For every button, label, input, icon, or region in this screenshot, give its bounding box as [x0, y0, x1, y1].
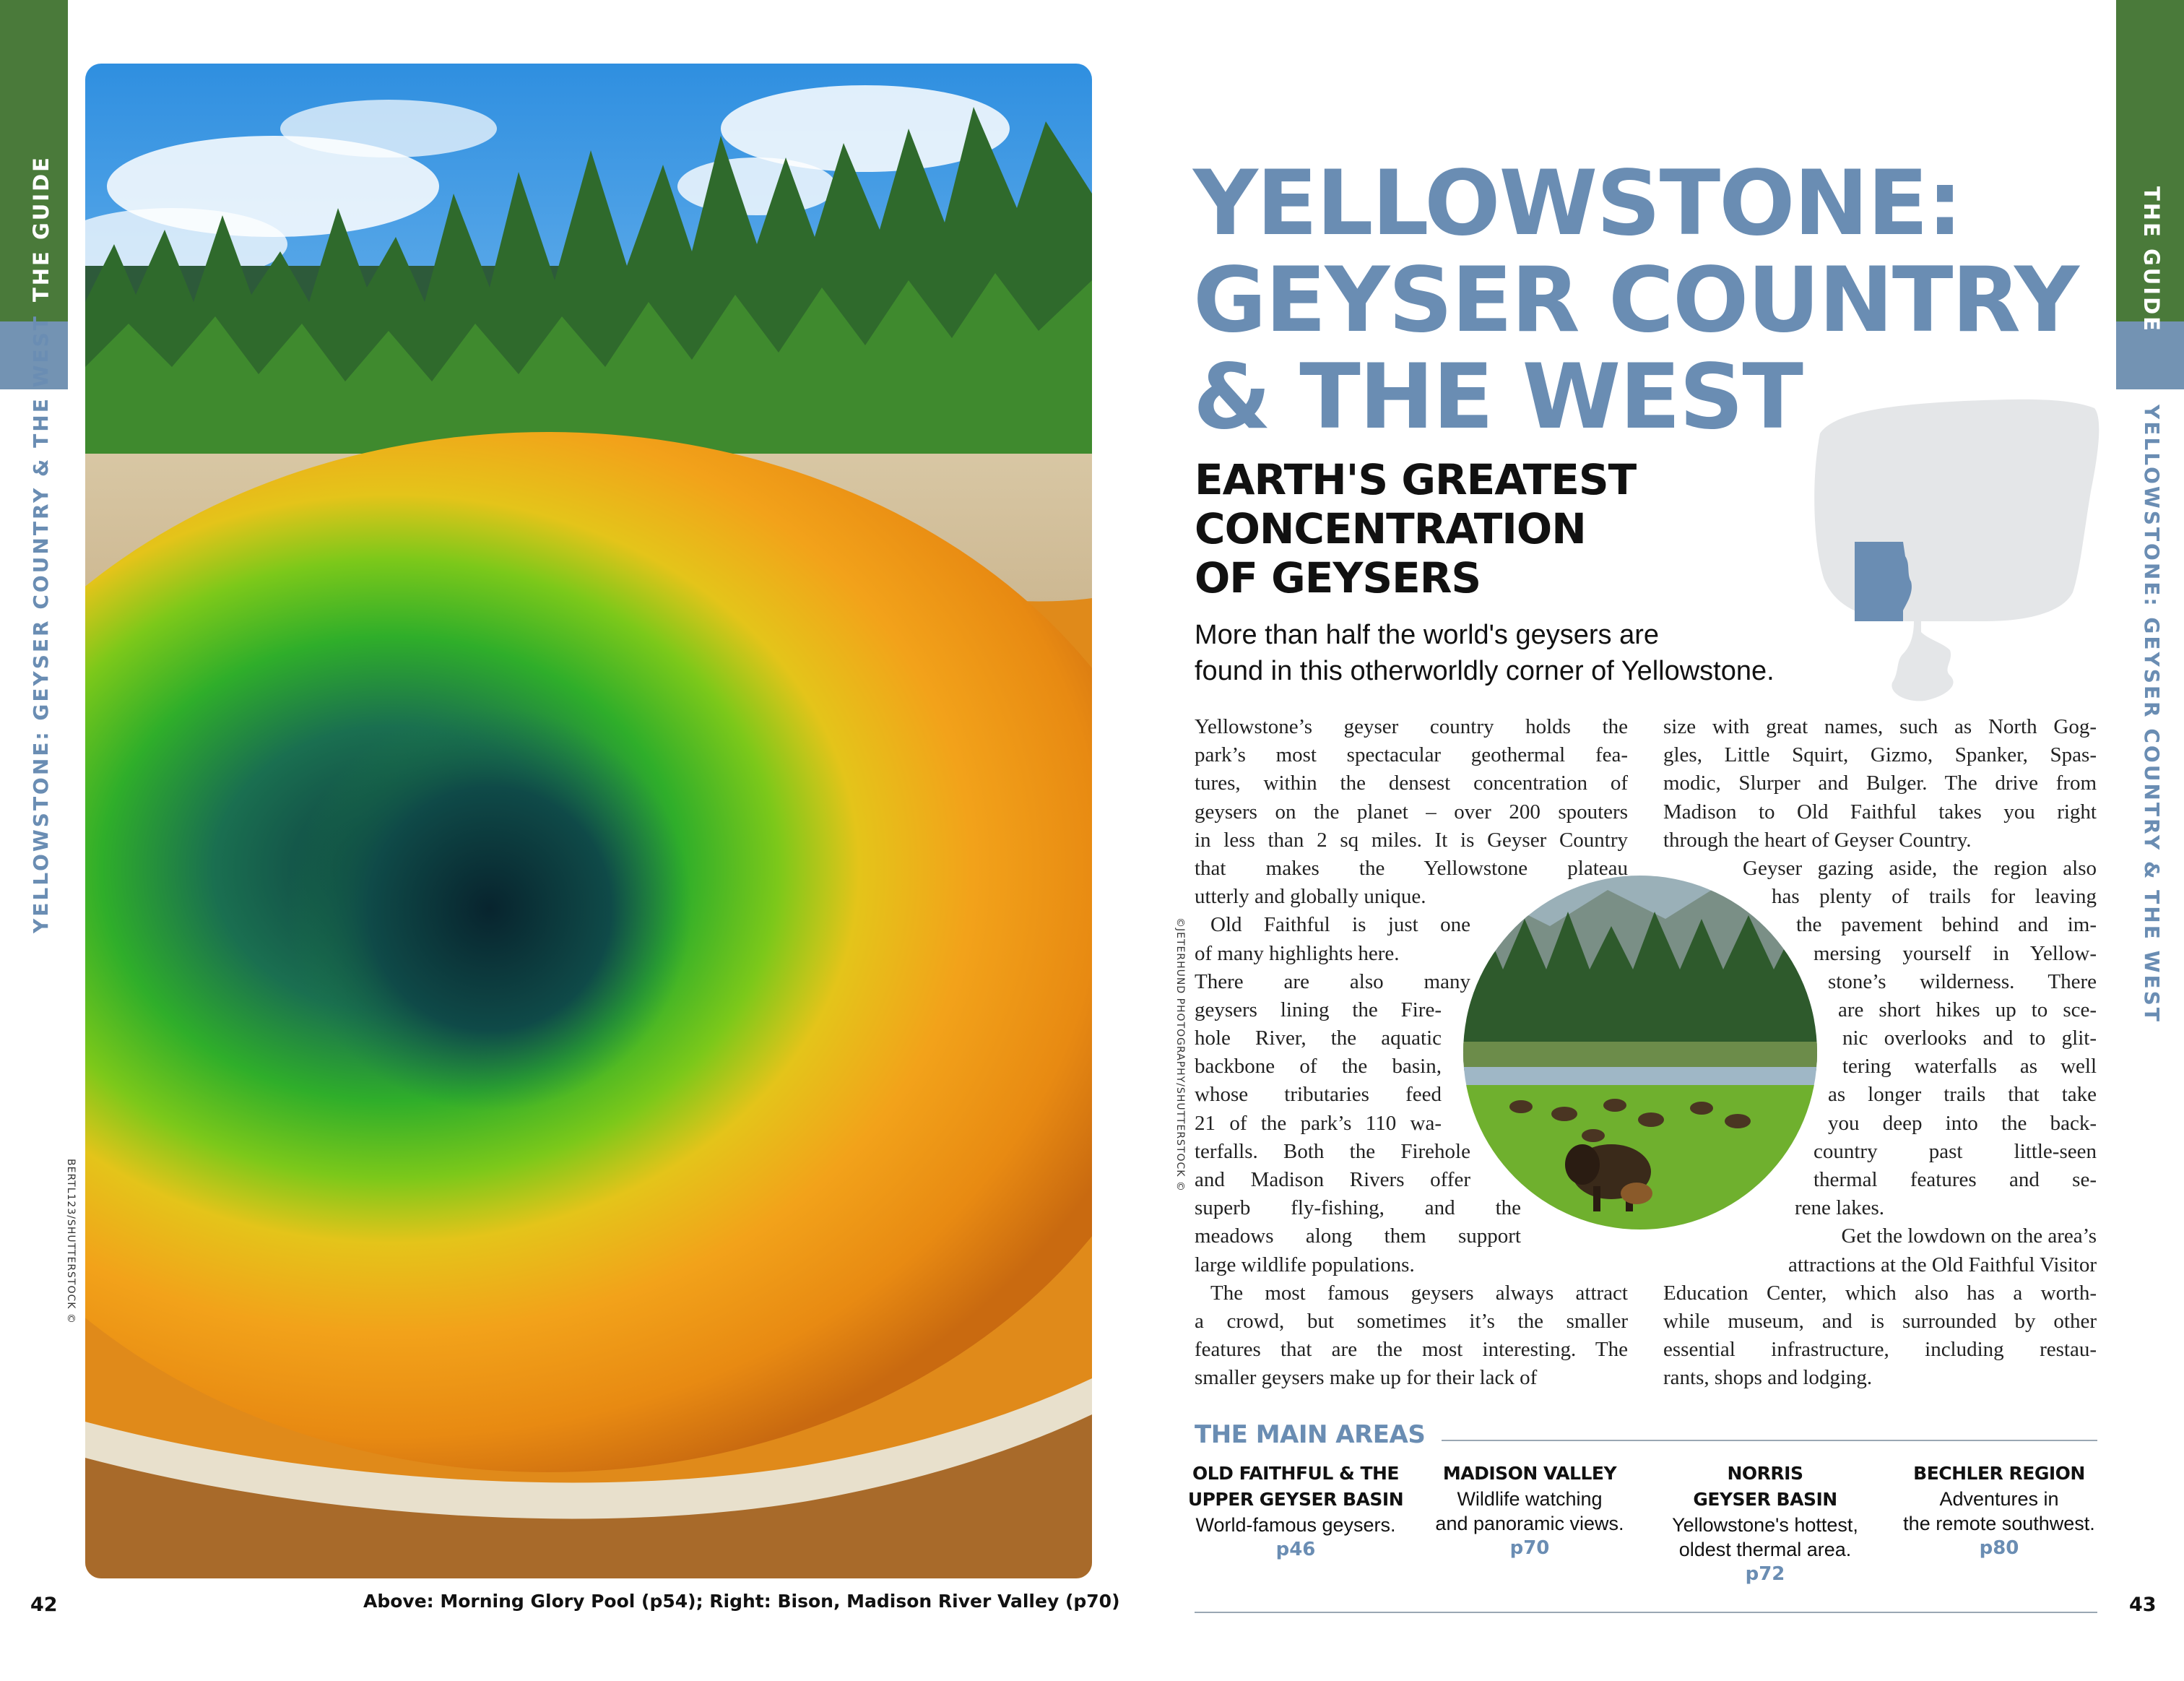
left-section-label: YELLOWSTONE: GEYSER COUNTRY & THE WEST [29, 314, 53, 933]
body-text-line: as longer trails that take [1828, 1083, 2097, 1107]
area-desc: Adventures in [1939, 1488, 2059, 1510]
standfirst-line: found in this otherworldly corner of Yellowstone. [1195, 656, 1774, 686]
body-text-line: size with great names, such as North Gog- [1663, 715, 2097, 738]
body-text-line: park’s most spectacular geothermal fea- [1195, 743, 1628, 767]
area-bechler [1891, 1461, 2107, 1560]
title-line: & THE WEST [1193, 345, 1802, 449]
body-text-line: Education Center, which also has a worth- [1663, 1281, 2097, 1305]
area-name: BECHLER REGION [1913, 1463, 2085, 1484]
body-text-line: nic overlooks and to glit- [1842, 1027, 2097, 1050]
body-text-line: backbone of the basin, [1195, 1055, 1442, 1079]
body-text-line: in less than 2 sq miles. It is Geyser Country [1195, 828, 1628, 852]
body-text-line: utterly and globally unique. [1195, 885, 1426, 909]
standfirst-line: More than half the world's geysers are [1195, 620, 1660, 650]
area-desc: oldest thermal area. [1678, 1539, 1852, 1560]
area-desc: Wildlife watching [1457, 1488, 1603, 1510]
body-text-line: modic, Slurper and Bulger. The drive from [1663, 772, 2097, 795]
area-name: MADISON VALLEY [1442, 1463, 1617, 1484]
body-text-line: gles, Little Squirt, Gizmo, Spanker, Spas- [1663, 743, 2097, 767]
body-text-line: Madison to Old Faithful takes you right [1663, 800, 2097, 824]
body-text-line: rene lakes. [1795, 1196, 1884, 1220]
area-desc: World-famous geysers. [1195, 1514, 1396, 1536]
body-text-line: Get the lowdown on the area’s [1841, 1224, 2097, 1248]
photo-caption: Above: Morning Glory Pool (p54); Right: Bison, Madison River Valley (p70) [363, 1591, 1120, 1612]
body-text-line: terfalls. Both the Firehole [1195, 1139, 1470, 1163]
body-text-line: has plenty of trails for leaving [1772, 885, 2097, 909]
left-page-number: 42 [30, 1594, 58, 1616]
inset-photo-credit: ©JETERHUND PHOTOGRAPHY/SHUTTERSTOCK © [1174, 917, 1186, 1192]
body-text-line: Old Faithful is just one [1210, 913, 1470, 937]
title-line: YELLOWSTONE: [1193, 152, 1962, 256]
main-areas-title: THE MAIN AREAS [1195, 1420, 1426, 1449]
left-guide-label: THE GUIDE [29, 155, 53, 302]
body-text-line: tures, within the densest concentration of [1195, 772, 1628, 795]
body-text-line: hole River, the aquatic [1195, 1027, 1442, 1050]
body-text-line: features that are the most interesting. The [1195, 1338, 1628, 1362]
area-norris [1657, 1461, 1873, 1586]
area-madison-valley [1421, 1461, 1638, 1560]
area-page-link[interactable]: p70 [1509, 1537, 1550, 1559]
main-areas-rule [1442, 1440, 2097, 1441]
main-photo-credit: BERTL123/SHUTTERSTOCK © [65, 1159, 77, 1324]
body-text-line: smaller geysers make up for their lack of [1195, 1366, 1538, 1390]
area-name: NORRIS [1727, 1463, 1803, 1484]
bison-meadow-photo [1463, 876, 1817, 1230]
body-text-line: tering waterfalls as well [1842, 1055, 2097, 1079]
subtitle-line: EARTH'S GREATEST [1195, 455, 1637, 504]
right-page-number: 43 [2129, 1594, 2157, 1616]
body-text-line: you deep into the back- [1828, 1111, 2097, 1135]
body-text-line: country past little-seen [1814, 1139, 2097, 1163]
area-desc: the remote southwest. [1903, 1513, 2095, 1534]
subtitle [1195, 455, 1636, 602]
body-text-line: superb fly-fishing, and the [1195, 1196, 1521, 1220]
right-guide-label: THE GUIDE [2139, 186, 2164, 333]
body-text-line: mersing yourself in Yellow- [1814, 941, 2097, 965]
area-name: GEYSER BASIN [1693, 1489, 1837, 1510]
body-text-line: essential infrastructure, including restau- [1663, 1338, 2097, 1362]
body-text-line: meadows along them support [1195, 1224, 1521, 1248]
body-text-line: of many highlights here. [1195, 941, 1400, 965]
body-text-line: geysers lining the Fire- [1195, 998, 1442, 1021]
body-text-line: whose tributaries feed [1195, 1083, 1442, 1107]
standfirst [1195, 617, 1774, 689]
body-text-line: Geyser gazing aside, the region also [1743, 856, 2097, 880]
body-text-line: The most famous geysers always attract [1210, 1281, 1628, 1305]
body-text-line: are short hikes up to sce- [1838, 998, 2097, 1021]
body-text-line: stone’s wilderness. There [1828, 969, 2097, 993]
body-text-line: rants, shops and lodging. [1663, 1366, 1873, 1390]
right-section-label: YELLOWSTONE: GEYSER COUNTRY & THE WEST [2140, 405, 2164, 1024]
body-text-line: Yellowstone’s geyser country holds the [1195, 715, 1628, 738]
body-text-line: while museum, and is surrounded by other [1663, 1309, 2097, 1333]
body-text-line: geysers on the planet – over 200 spouters [1195, 800, 1628, 824]
area-page-link[interactable]: p72 [1745, 1563, 1785, 1585]
title-line: GEYSER COUNTRY [1193, 249, 2078, 353]
subtitle-line: OF GEYSERS [1195, 553, 1481, 602]
area-name: OLD FAITHFUL & THE [1192, 1463, 1400, 1484]
yellowstone-locator-map [1806, 390, 2109, 715]
morning-glory-pool-photo [85, 64, 1092, 1578]
bottom-rule [1195, 1612, 2097, 1613]
body-text-line: and Madison Rivers offer [1195, 1168, 1470, 1191]
area-desc: Yellowstone's hottest, [1672, 1514, 1858, 1536]
body-text-line: a crowd, but sometimes it’s the smaller [1195, 1309, 1628, 1333]
area-name: UPPER GEYSER BASIN [1187, 1489, 1404, 1510]
body-text-line: the pavement behind and im- [1796, 913, 2097, 937]
body-text-line: thermal features and se- [1814, 1168, 2097, 1191]
body-text-line: large wildlife populations. [1195, 1253, 1415, 1276]
body-text-line: attractions at the Old Faithful Visitor [1788, 1253, 2097, 1276]
subtitle-line: CONCENTRATION [1195, 504, 1586, 553]
body-text-line: that makes the Yellowstone plateau [1195, 856, 1628, 880]
body-text-line: 21 of the park’s 110 wa- [1195, 1111, 1442, 1135]
body-text-line: through the heart of Geyser Country. [1663, 828, 1972, 852]
area-page-link[interactable]: p46 [1275, 1539, 1316, 1560]
body-text-line: There are also many [1195, 969, 1470, 993]
area-desc: and panoramic views. [1435, 1513, 1624, 1534]
area-old-faithful [1187, 1461, 1404, 1562]
area-page-link[interactable]: p80 [1979, 1537, 2019, 1559]
